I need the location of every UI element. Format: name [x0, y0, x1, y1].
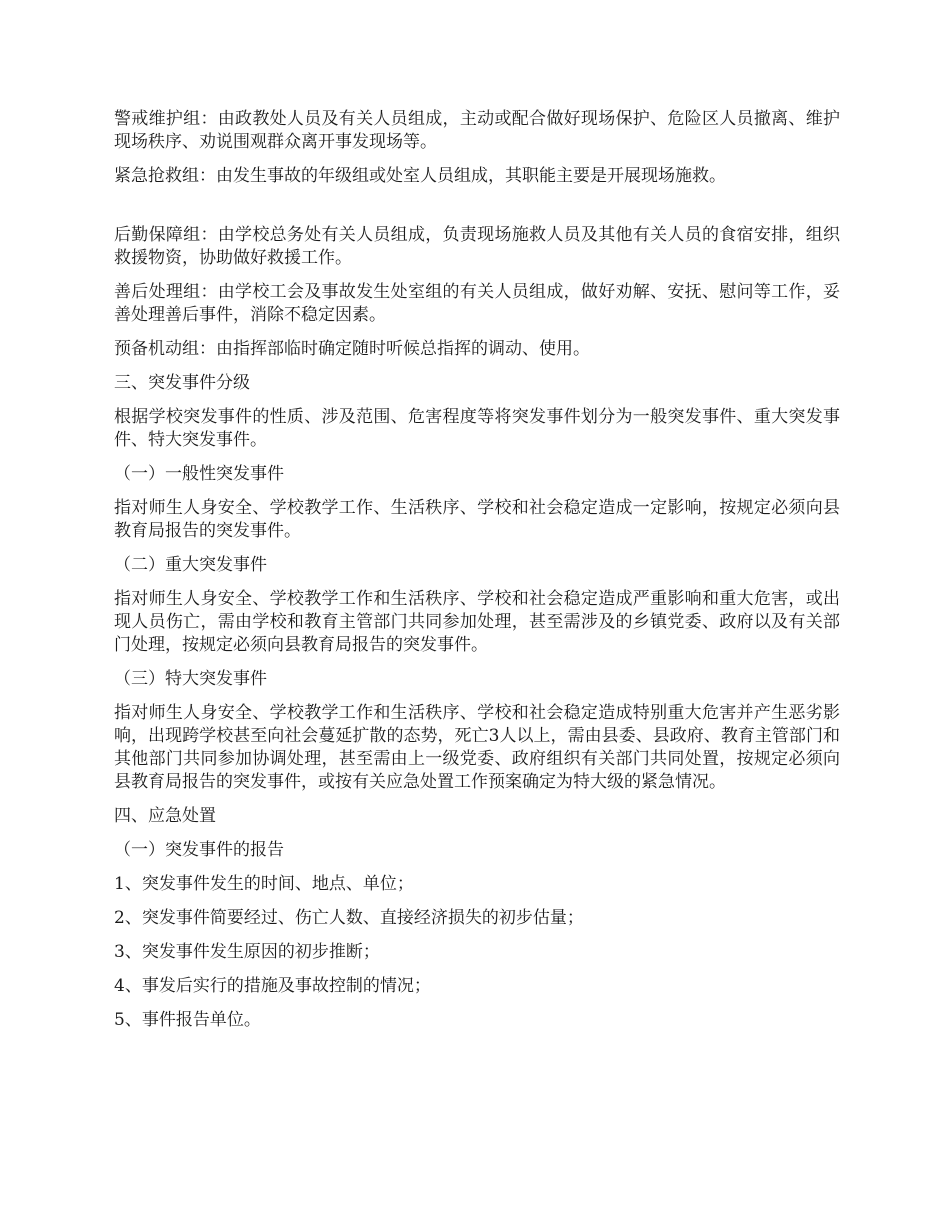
paragraph-major-event: 指对师生人身安全、学校教学工作和生活秩序、学校和社会稳定造成严重影响和重大危害，或出现人员伤亡，需由学校和教育主管部门共同参加处理，甚至需涉及的乡镇党委、政府以及有关部门处理，按规定必须向县教育局报告的突发事件。 [114, 589, 840, 655]
list-item-report-5: 5、事件报告单位。 [114, 1010, 261, 1030]
list-item-report-1: 1、突发事件发生的时间、地点、单位； [114, 874, 414, 894]
paragraph-reserve-group: 预备机动组：由指挥部临时确定随时听候总指挥的调动、使用。 [114, 339, 590, 359]
subheading-general-event: （一）一般性突发事件 [114, 464, 284, 484]
list-item-report-2: 2、突发事件简要经过、伤亡人数、直接经济损失的初步估量； [114, 908, 584, 928]
paragraph-aftermath-group: 善后处理组：由学校工会及事故发生处室组的有关人员组成，做好劝解、安抚、慰问等工作，妥善处理善后事件，消除不稳定因素。 [114, 282, 840, 325]
paragraph-rescue-group: 紧急抢救组：由发生事故的年级组或处室人员组成，其职能主要是开展现场施救。 [114, 166, 726, 186]
paragraph-logistics-group: 后勤保障组：由学校总务处有关人员组成，负责现场施救人员及其他有关人员的食宿安排，组织救援物资，协助做好救援工作。 [114, 225, 840, 268]
subheading-severe-event: （三）特大突发事件 [114, 669, 267, 689]
paragraph-security-group: 警戒维护组：由政教处人员及有关人员组成，主动或配合做好现场保护、危险区人员撤离、维护现场秩序、劝说围观群众离开事发现场等。 [114, 109, 840, 152]
subheading-major-event: （二）重大突发事件 [114, 555, 267, 575]
subheading-event-report: （一）突发事件的报告 [114, 840, 284, 860]
paragraph-classification-intro: 根据学校突发事件的性质、涉及范围、危害程度等将突发事件划分为一般突发事件、重大突发事件、特大突发事件。 [114, 407, 840, 450]
section-heading-emergency-response: 四、应急处置 [114, 806, 216, 826]
paragraph-general-event: 指对师生人身安全、学校教学工作、生活秩序、学校和社会稳定造成一定影响，按规定必须向县教育局报告的突发事件。 [114, 498, 840, 541]
list-item-report-4: 4、事发后实行的措施及事故控制的情况； [114, 976, 431, 996]
paragraph-severe-event: 指对师生人身安全、学校教学工作和生活秩序、学校和社会稳定造成特别重大危害并产生恶劣影响，出现跨学校甚至向社会蔓延扩散的态势，死亡3人以上，需由县委、县政府、教育主管部门和其他部门共同参加协调处理，甚至需由上一级党委、政府组织有关部门共同处置，按规定必须向县教育局报告的突发事件，或按有关应急处置工作预案确定为特大级的紧急情况。 [114, 703, 840, 792]
list-item-report-3: 3、突发事件发生原因的初步推断； [114, 942, 380, 962]
section-heading-classification: 三、突发事件分级 [114, 373, 250, 393]
document-body [114, 108, 840, 1043]
